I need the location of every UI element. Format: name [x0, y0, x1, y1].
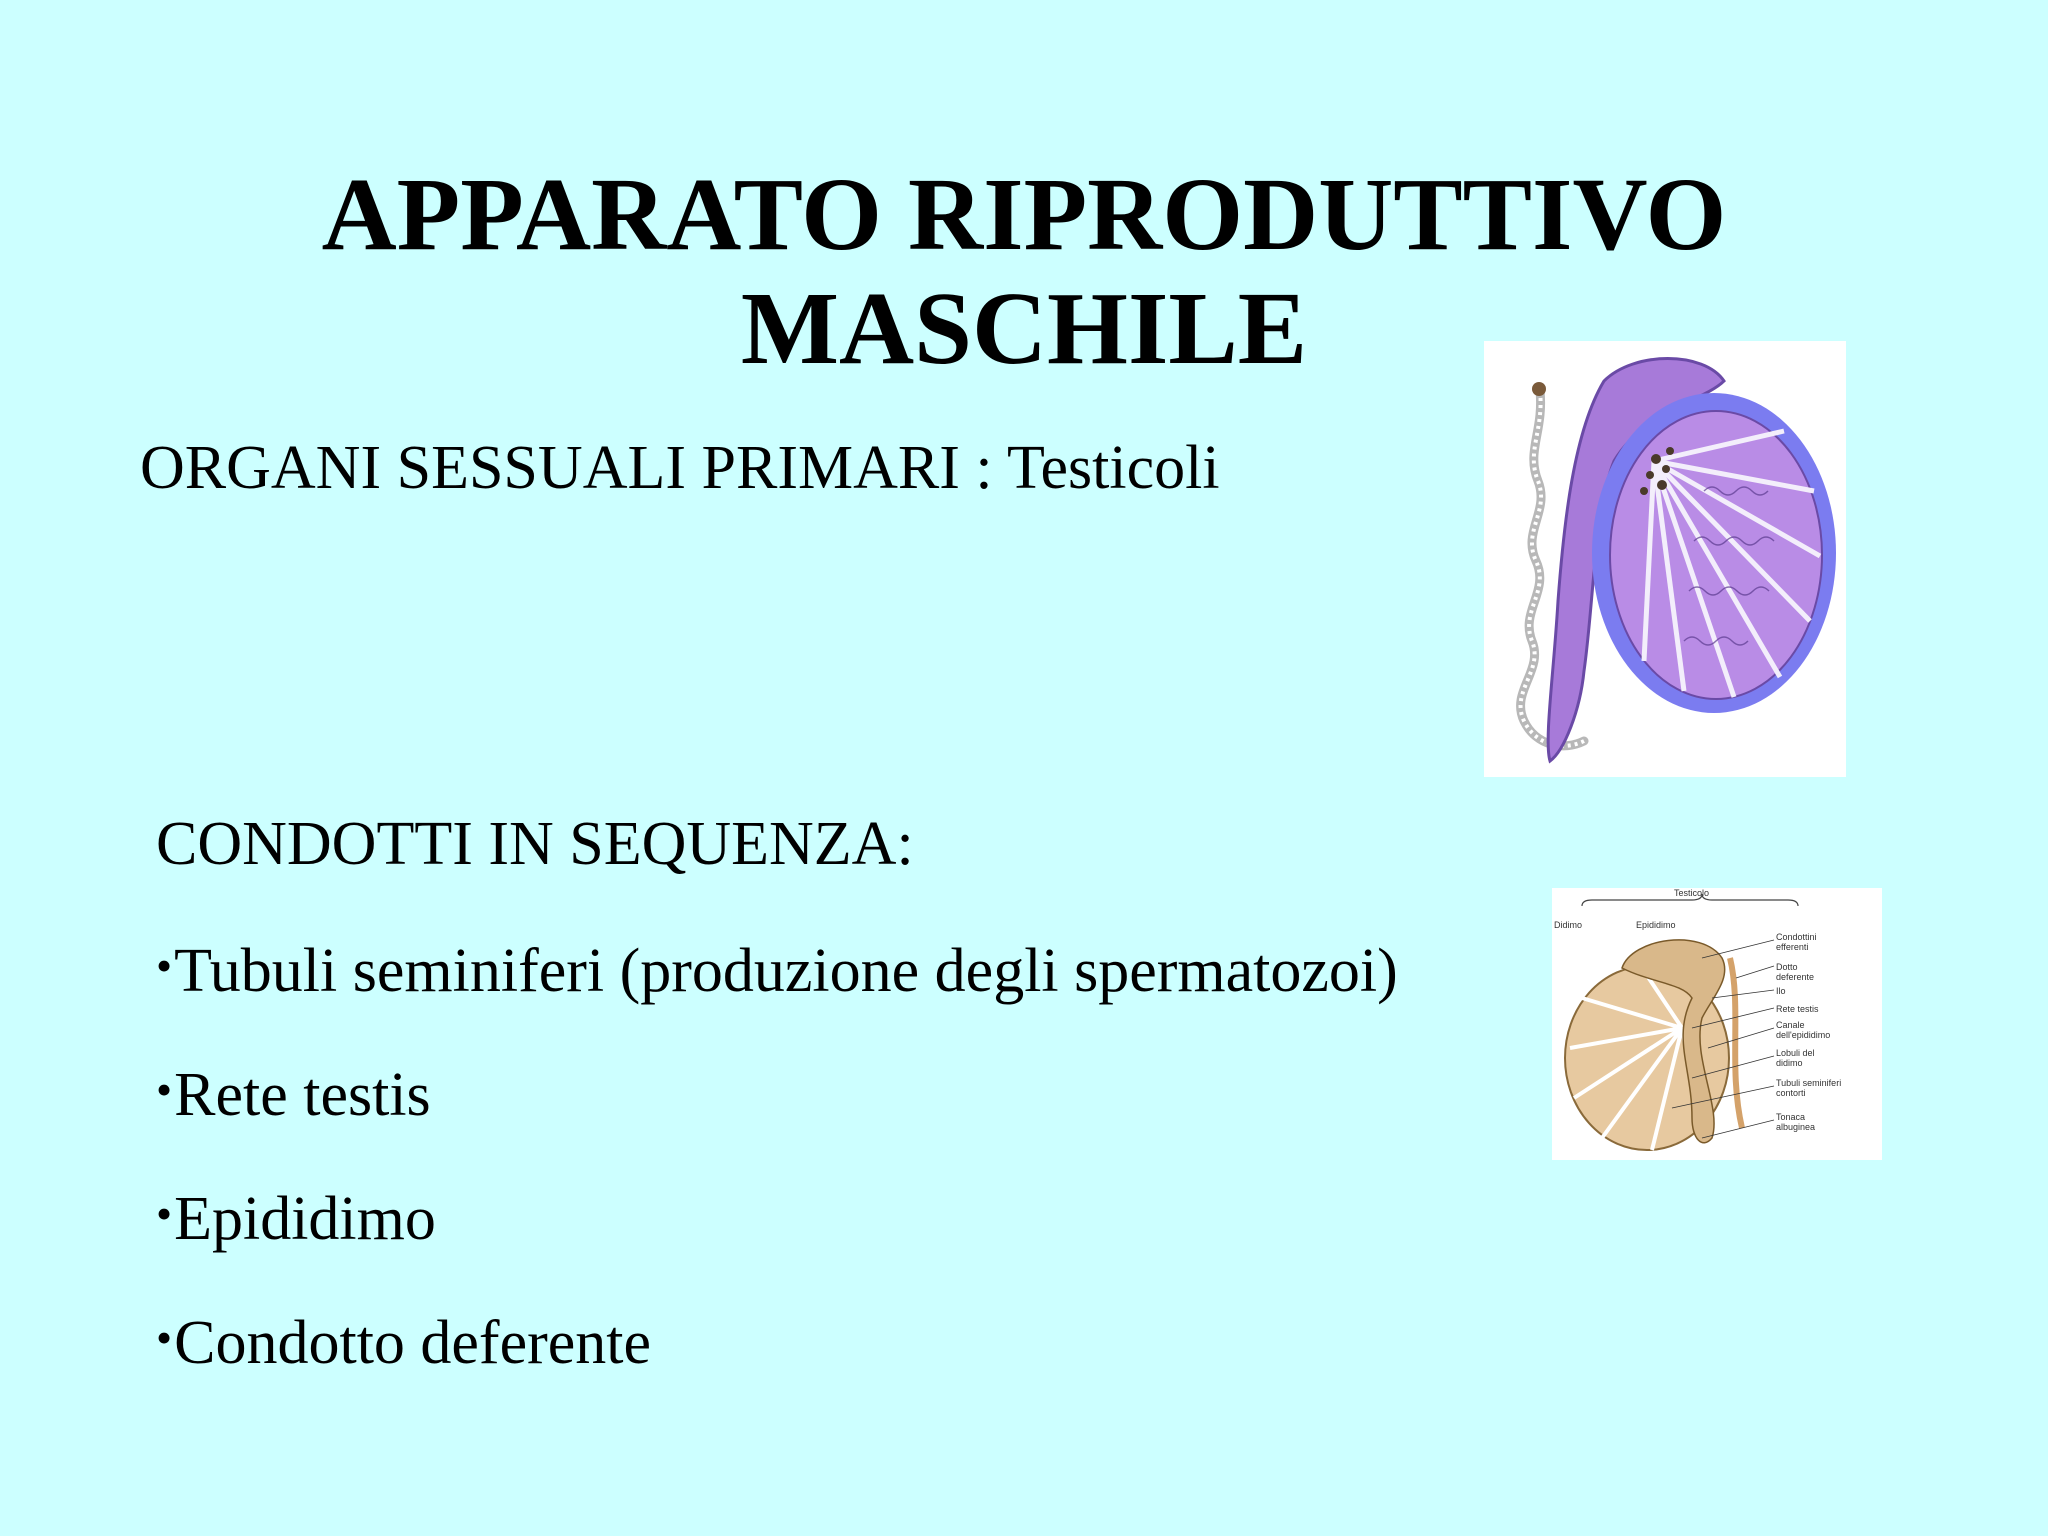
label-efferenti: efferenti: [1776, 942, 1809, 952]
diagram-drawing: [1552, 888, 1882, 1160]
slide-title-line-2: MASCHILE: [740, 271, 1308, 386]
list-item: [156, 930, 1398, 1054]
list-item: [156, 1178, 1398, 1302]
bullet: •: [156, 1064, 173, 1115]
testis-drawing: [1484, 341, 1846, 777]
list-item-text: Epididimo: [174, 1185, 436, 1253]
testis-illustration: [1484, 341, 1846, 777]
ducts-list: [156, 930, 1398, 1426]
slide-title-line-1: APPARATO RIPRODUTTIVO: [321, 157, 1727, 272]
label-testicolo: Testicolo: [1674, 888, 1710, 898]
testis-cross-section-diagram: [1552, 888, 1882, 1160]
label-canale: Canale: [1776, 1020, 1805, 1030]
label-epididimo: Epididimo: [1636, 920, 1676, 930]
primary-organs-text: ORGANI SESSUALI PRIMARI : Testicoli: [140, 434, 1220, 502]
label-dell-epididimo: dell'epididimo: [1776, 1030, 1831, 1040]
label-rete-testis: Rete testis: [1776, 1004, 1819, 1014]
list-item: [156, 1054, 1398, 1178]
label-contorti: contorti: [1776, 1088, 1806, 1098]
label-tubuli: Tubuli seminiferi: [1776, 1078, 1842, 1088]
label-lobuli: Lobuli del: [1776, 1048, 1815, 1058]
label-albuginea: albuginea: [1776, 1122, 1816, 1132]
label-deferente: deferente: [1776, 972, 1815, 982]
bullet: •: [156, 940, 173, 991]
label-tonaca: Tonaca: [1776, 1112, 1806, 1122]
label-dotto: Dotto: [1776, 962, 1798, 972]
list-item-text: Tubuli seminiferi (produzione degli spermatozoi): [174, 937, 1398, 1005]
label-condottini: Condottini: [1776, 932, 1817, 942]
label-ilo: Ilo: [1776, 986, 1786, 996]
ducts-heading: CONDOTTI IN SEQUENZA:: [156, 810, 914, 878]
bullet: •: [156, 1188, 173, 1239]
label-didimo: Didimo: [1554, 920, 1583, 930]
label-del-didimo: didimo: [1776, 1058, 1803, 1068]
list-item: [156, 1302, 1398, 1426]
bullet: •: [156, 1312, 173, 1363]
list-item-text: Rete testis: [174, 1061, 431, 1129]
list-item-text: Condotto deferente: [174, 1309, 652, 1377]
